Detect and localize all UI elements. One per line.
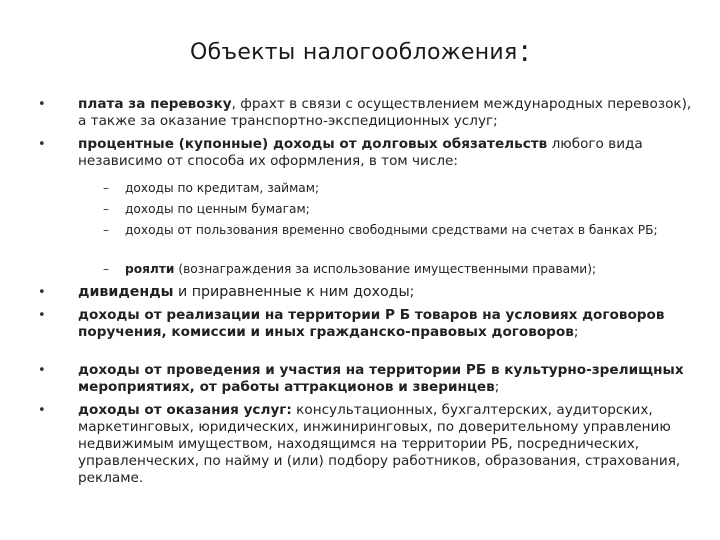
bullet-icon: •: [38, 363, 46, 378]
sub-list-item-rest: доходы от пользования временно свободными средствами на счетах в банках РБ;: [125, 223, 658, 237]
list-item-lead: доходы от реализации на территории Р Б товаров на условиях договоров поручения, комиссии и иных гражданско-правовых договоров: [78, 307, 665, 340]
sub-list-item-rest: (вознаграждения за использование имущественными правами);: [174, 262, 597, 276]
dash-icon: –: [103, 202, 110, 216]
list-item-rest: ;: [573, 324, 579, 340]
sub-list-item-rest: доходы по кредитам, займам;: [125, 181, 320, 195]
list-item-text: [78, 136, 698, 170]
dash-icon: –: [103, 262, 110, 276]
list-item-rest: консультационных, бухгалтерских, аудиторских, маркетинговых, юридических, инжиниринговых, по доверительному управлению недвижимым имуществом, находящимся на территории РБ, посреднических, управленческих, по найму и (или) подбору работников, образования, страхования, рекламе.: [78, 402, 681, 486]
bullet-icon: •: [38, 137, 46, 152]
list-item-text: [78, 284, 698, 301]
title-colon: :: [519, 34, 530, 69]
list-item-lead: доходы от проведения и участия на территории РБ в культурно-зрелищных мероприятиях, от работы аттракционов и зверинцев: [78, 362, 684, 395]
bullet-icon: •: [38, 97, 46, 112]
sub-list-item-text: [125, 261, 695, 277]
sub-list-item-text: [125, 201, 695, 217]
dash-icon: –: [103, 223, 110, 237]
list-item-lead: процентные (купонные) доходы от долговых обязательств: [78, 136, 548, 152]
list-item-lead: доходы от оказания услуг:: [78, 402, 292, 418]
dash-icon: –: [103, 181, 110, 195]
list-item-rest: ;: [494, 379, 500, 395]
sub-list-item-text: [125, 222, 695, 238]
sub-list-item-lead: роялти: [125, 262, 175, 276]
slide-title: [0, 34, 720, 69]
list-item-text: [78, 307, 698, 341]
bullet-icon: •: [38, 403, 46, 418]
list-item-rest: и приравненные к ним доходы;: [173, 284, 415, 300]
list-item-rest: любого вида независимо от способа их оформления, в том числе:: [78, 136, 643, 169]
list-item-rest: , фрахт в связи с осуществлением международных перевозок), а также за оказание транспортно-экспедиционных услуг;: [78, 96, 692, 129]
bullet-icon: •: [38, 285, 46, 300]
sub-list-item-rest: доходы по ценным бумагам;: [125, 202, 310, 216]
list-item-lead: дивиденды: [78, 284, 174, 300]
list-item-text: [78, 362, 698, 396]
list-item-lead: плата за перевозку: [78, 96, 232, 112]
list-item-text: [78, 402, 698, 487]
title-text: Объекты налогообложения: [190, 40, 518, 65]
bullet-icon: •: [38, 308, 46, 323]
list-item-text: [78, 96, 698, 130]
sub-list-item-text: [125, 180, 695, 196]
